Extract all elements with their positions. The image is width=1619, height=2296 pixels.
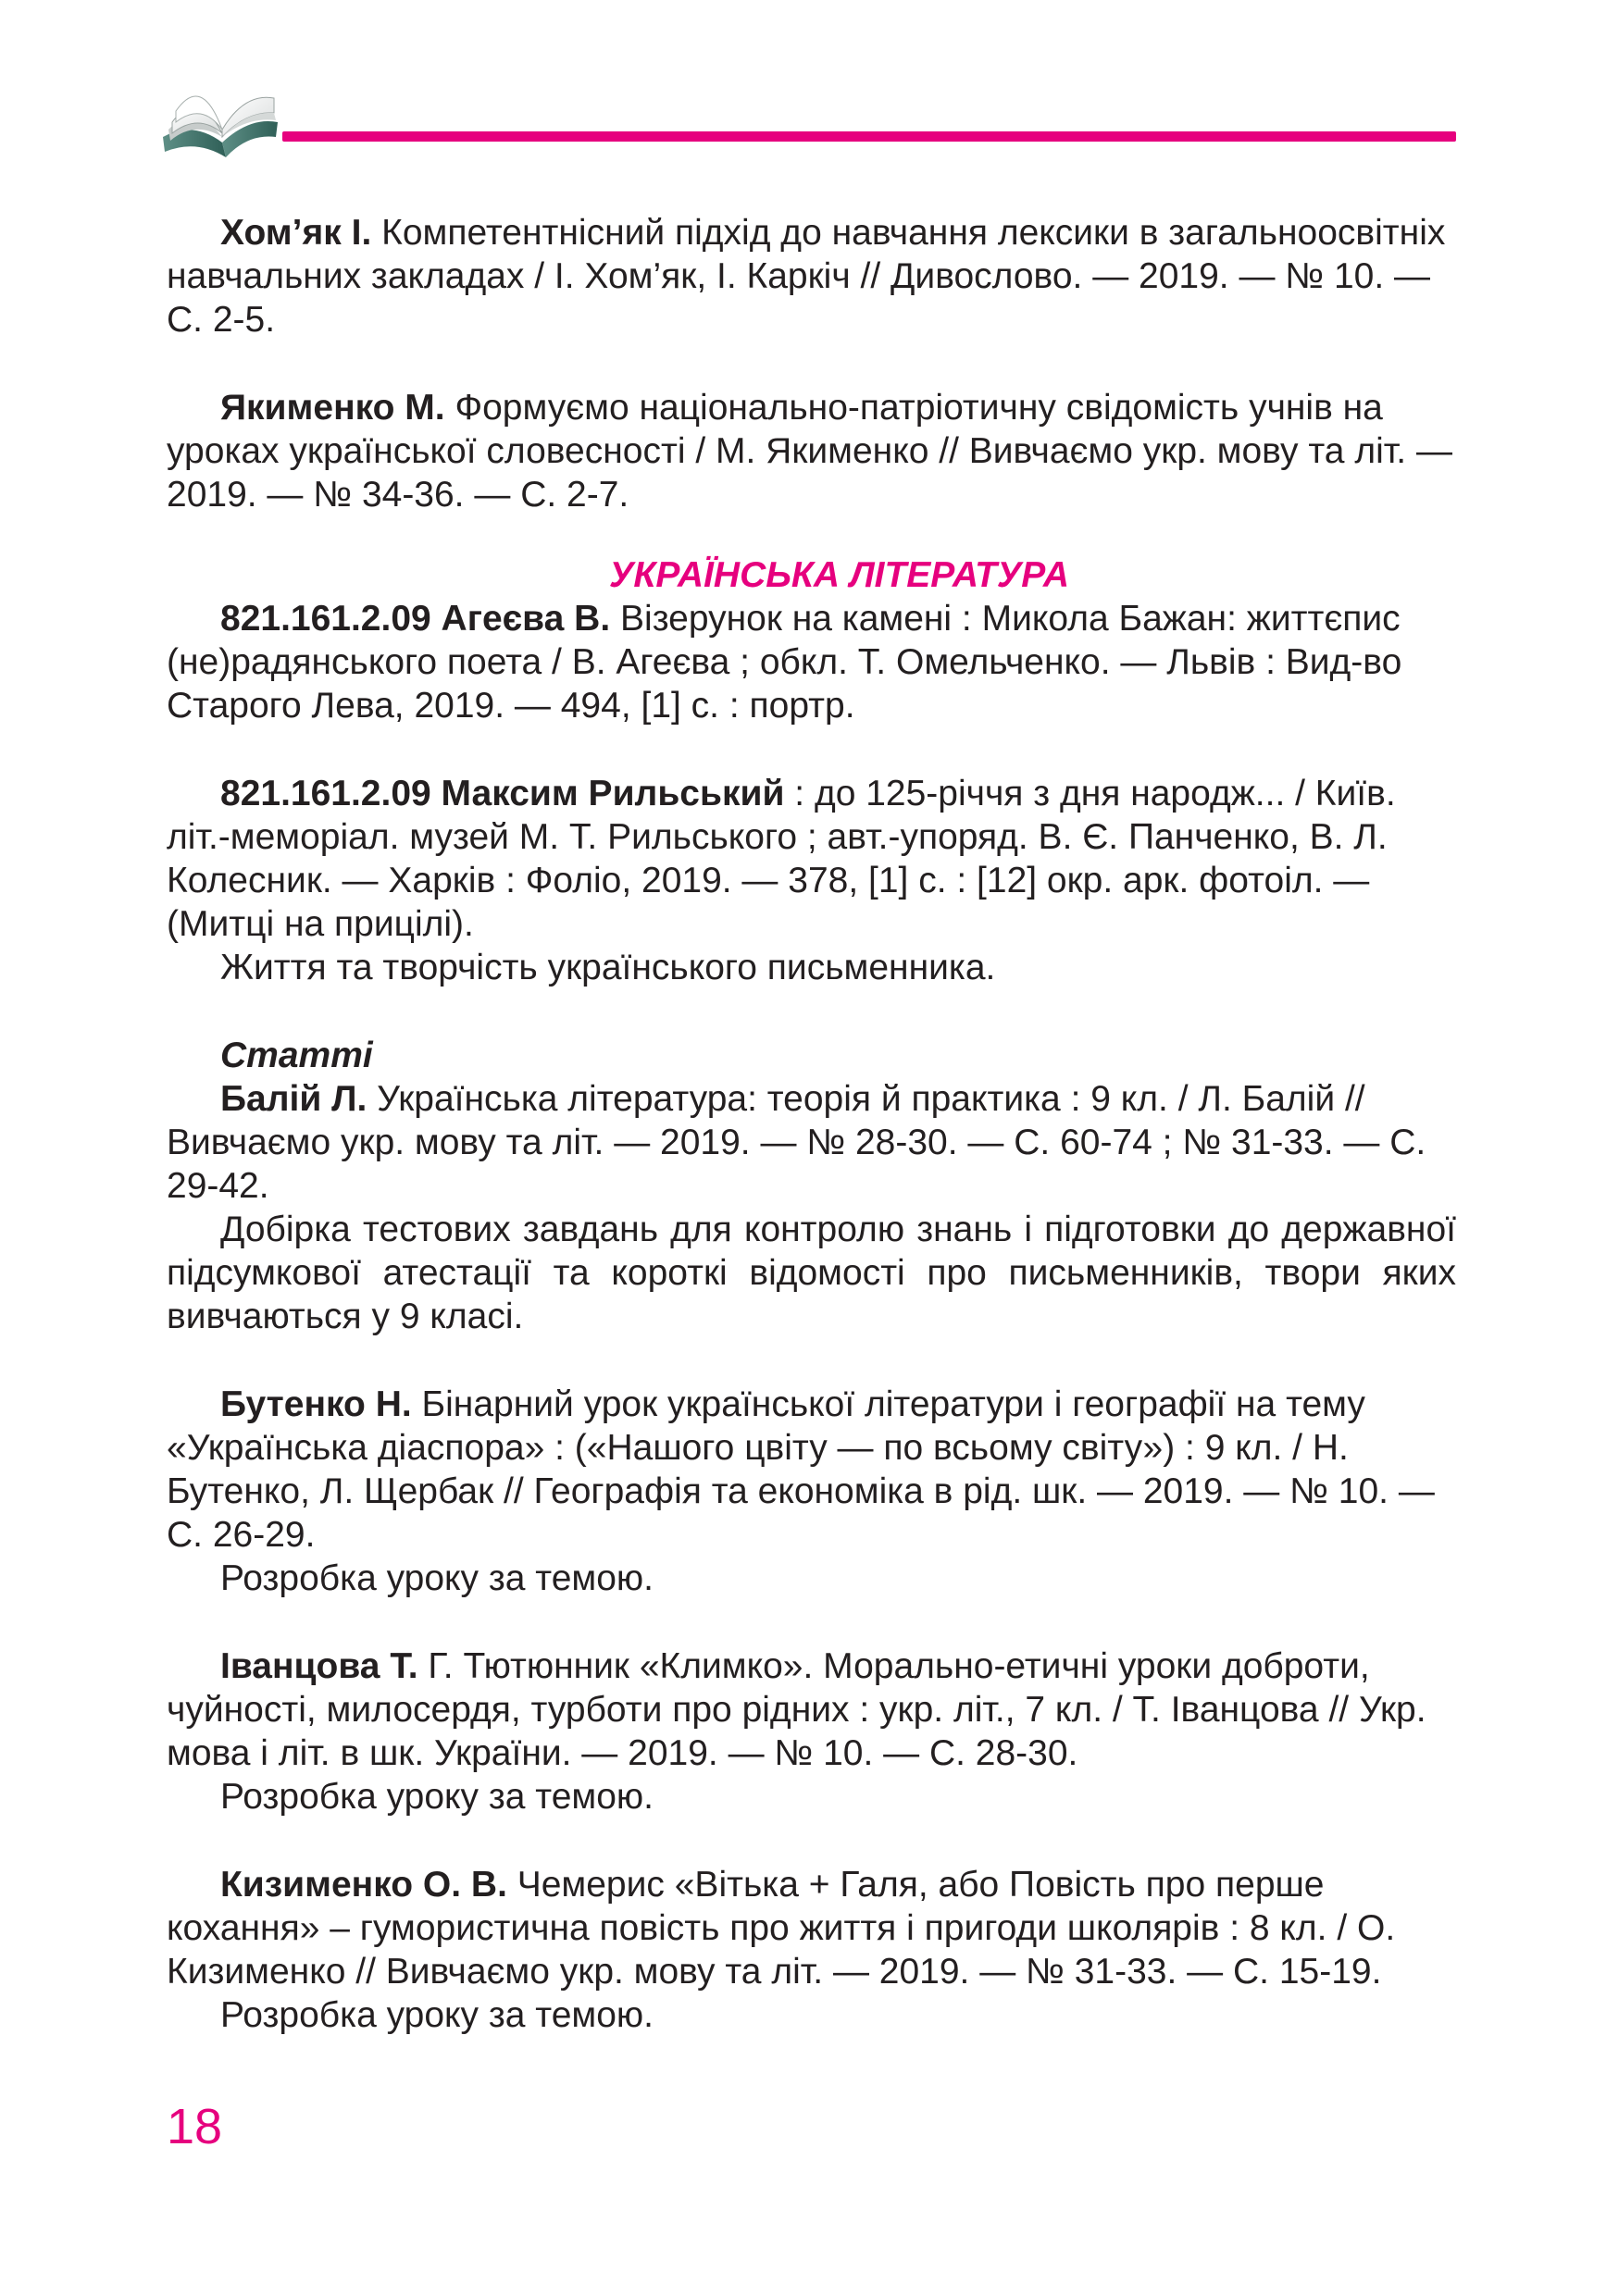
entry-annotation: Життя та творчість українського письменника. [220, 948, 996, 987]
bibliography-entry [167, 1383, 1456, 1600]
entry-annotation: Добірка тестових завдань для контролю знань і підготовки до державної підсумкової атестації та короткі відомості про письменників, твори яких вивчаються у 9 класі. [167, 1210, 1456, 1336]
entry-text: Бінарний урок української літератури і географії на тему «Українська діаспора» : («Нашого цвіту — по всьому світу») : 9 кл. / Н. Бутенко, Л. Щербак // Географія та економіка в рід. шк. — 2019. — № 10. — С. 26-29. [167, 1384, 1435, 1555]
open-book-icon [156, 65, 285, 167]
subsection-title: Статті [220, 1036, 373, 1075]
page-content [167, 211, 1456, 2081]
bibliography-entry [167, 597, 1456, 727]
entry-text: : до 125-річчя з дня народж... / Київ. літ.-меморіал. музей М. Т. Рильського ; авт.-упоряд. В. Є. Панченко, В. Л. Колесник. — Харків : Фоліо, 2019. — 378, [1] с. : [12] окр. арк. фотоіл. — (Митці на прицілі). [167, 774, 1396, 944]
bibliography-entry [167, 1863, 1456, 2037]
entry-text: Компетентнісний підхід до навчання лексики в загальноосвітніх навчальних закладах / І. Хом’як, І. Каркіч // Дивослово. — 2019. — № 10. — С. 2-5. [167, 213, 1446, 340]
section-title: УКРАЇНСЬКА ЛІТЕРАТУРА [608, 555, 1070, 595]
entry-author: Бутенко Н. [220, 1384, 412, 1424]
bibliography-entry [167, 211, 1456, 341]
entry-author: Якименко М. [220, 388, 445, 428]
entry-author: Хом’як І. [220, 213, 372, 253]
entry-text: Українська література: теорія й практика : 9 кл. / Л. Балій // Вивчаємо укр. мову та літ. — 2019. — № 28-30. — С. 60-74 ; № 31-33. — С. 29-42. [167, 1079, 1426, 1206]
entry-author: Кизименко О. В. [220, 1865, 507, 1905]
entry-text: Візерунок на камені : Микола Бажан: життєпис (не)радянського поета / В. Агеєва ; обкл. Т. Омельченко. — Львів : Вид-во Старого Лева, 2019. — 494, [1] с. : портр. [167, 599, 1402, 726]
page-number: 18 [167, 2099, 223, 2154]
bibliography-entry [167, 772, 1456, 989]
header-rule [282, 131, 1456, 142]
entry-annotation: Розробка уроку за темою. [220, 1777, 654, 1817]
page-header [0, 0, 1619, 185]
entry-text: Чемерис «Вітька + Галя, або Повість про перше кохання» – гумористична повість про життя і пригоди школярів : 8 кл. / О. Кизименко // Вивчаємо укр. мову та літ. — 2019. — № 31-33. — С. 15-19. [167, 1865, 1396, 1992]
entry-text: Формуємо національно-патріотичну свідомість учнів на уроках української словесності / М. Якименко // Вивчаємо укр. мову та літ. — 2019. — № 34-36. — С. 2-7. [167, 388, 1452, 515]
entry-author: Балій Л. [220, 1079, 367, 1119]
entry-annotation: Розробка уроку за темою. [220, 1558, 654, 1598]
entry-author: 821.161.2.09 Максим Рильський [220, 774, 785, 813]
bibliography-entry [167, 1644, 1456, 1818]
entry-author: 821.161.2.09 Агеєва В. [220, 599, 611, 639]
entry-author: Іванцова Т. [220, 1646, 418, 1686]
entry-annotation: Розробка уроку за темою. [220, 1995, 654, 2035]
entry-text: Г. Тютюнник «Климко». Морально-етичні уроки доброти, чуйності, милосердя, турботи про рідних : укр. літ., 7 кл. / Т. Іванцова // Укр. мова і літ. в шк. України. — 2019. — № 10. — С. 28-30. [167, 1646, 1426, 1773]
bibliography-entry [167, 1077, 1456, 1338]
bibliography-entry [167, 386, 1456, 516]
